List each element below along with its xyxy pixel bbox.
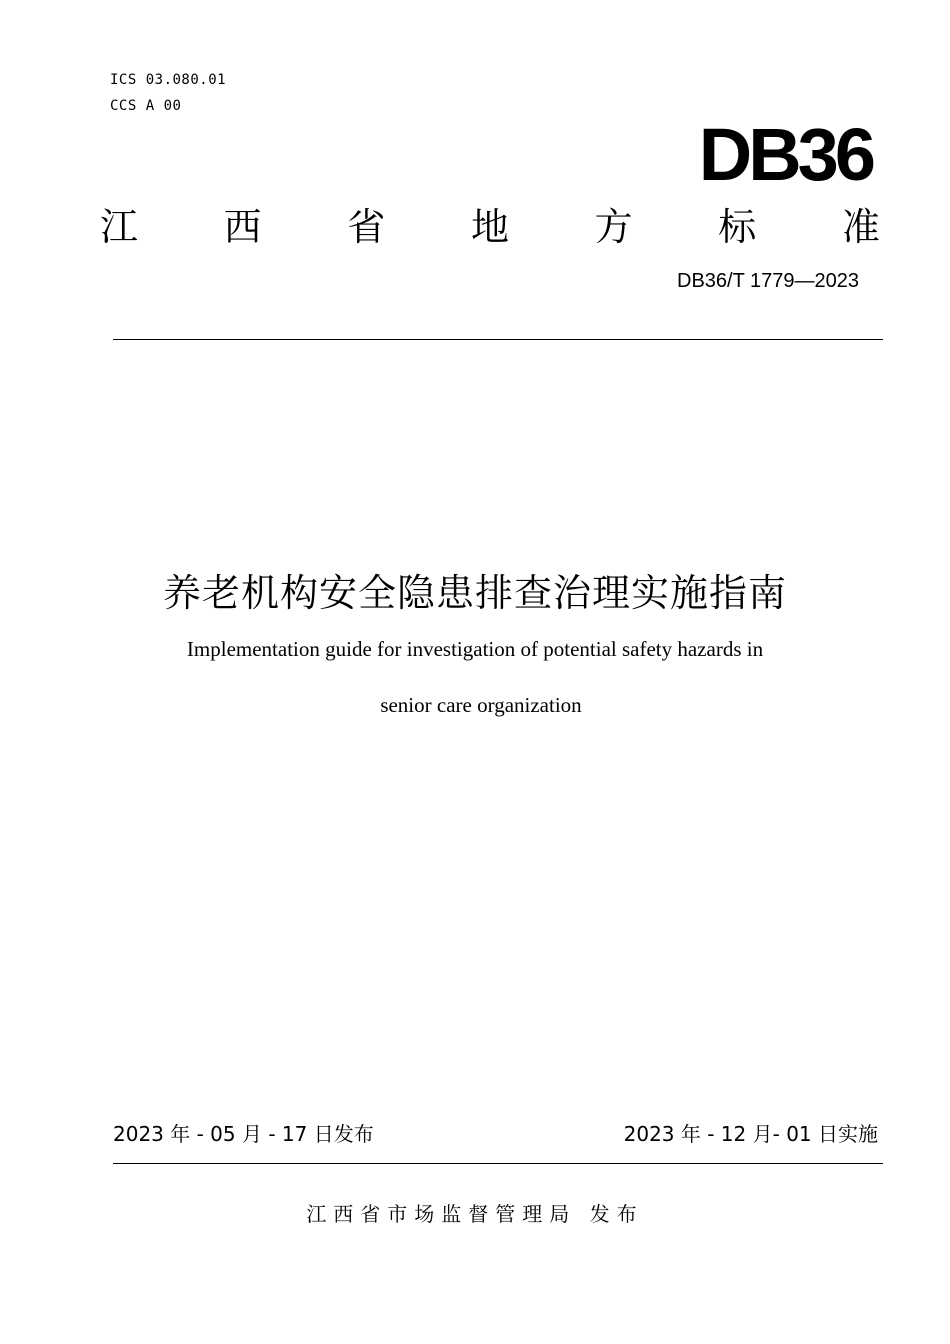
standard-type-heading	[100, 200, 880, 254]
standard-type-char: 西	[223, 205, 262, 249]
title-english-line2: senior care organization	[380, 693, 582, 717]
ccs-code: CCS A 00	[110, 98, 182, 114]
ics-code: ICS 03.080.01	[110, 72, 227, 88]
standard-type-char: 省	[347, 205, 386, 249]
issue-date: 2023 年 - 05 月 - 17 日发布	[113, 1122, 374, 1146]
db36-logo: DB36	[698, 113, 872, 196]
title-chinese: 养老机构安全隐患排查治理实施指南	[162, 571, 787, 615]
top-divider	[113, 339, 883, 340]
standard-type-char: 地	[470, 205, 509, 249]
title-english-line1: Implementation guide for investigation of potential safety hazards in	[186, 637, 764, 661]
standard-number: DB36/T 1779—2023	[677, 270, 859, 292]
standard-type-char: 准	[841, 205, 880, 249]
standard-type-char: 江	[100, 205, 139, 249]
implementation-date: 2023 年 - 12 月- 01 日实施	[623, 1122, 878, 1146]
publisher: 江西省市场监督管理局 发布	[306, 1202, 644, 1226]
bottom-divider	[113, 1163, 883, 1164]
standard-type-char: 方	[594, 205, 633, 249]
standard-type-char: 标	[718, 205, 757, 249]
